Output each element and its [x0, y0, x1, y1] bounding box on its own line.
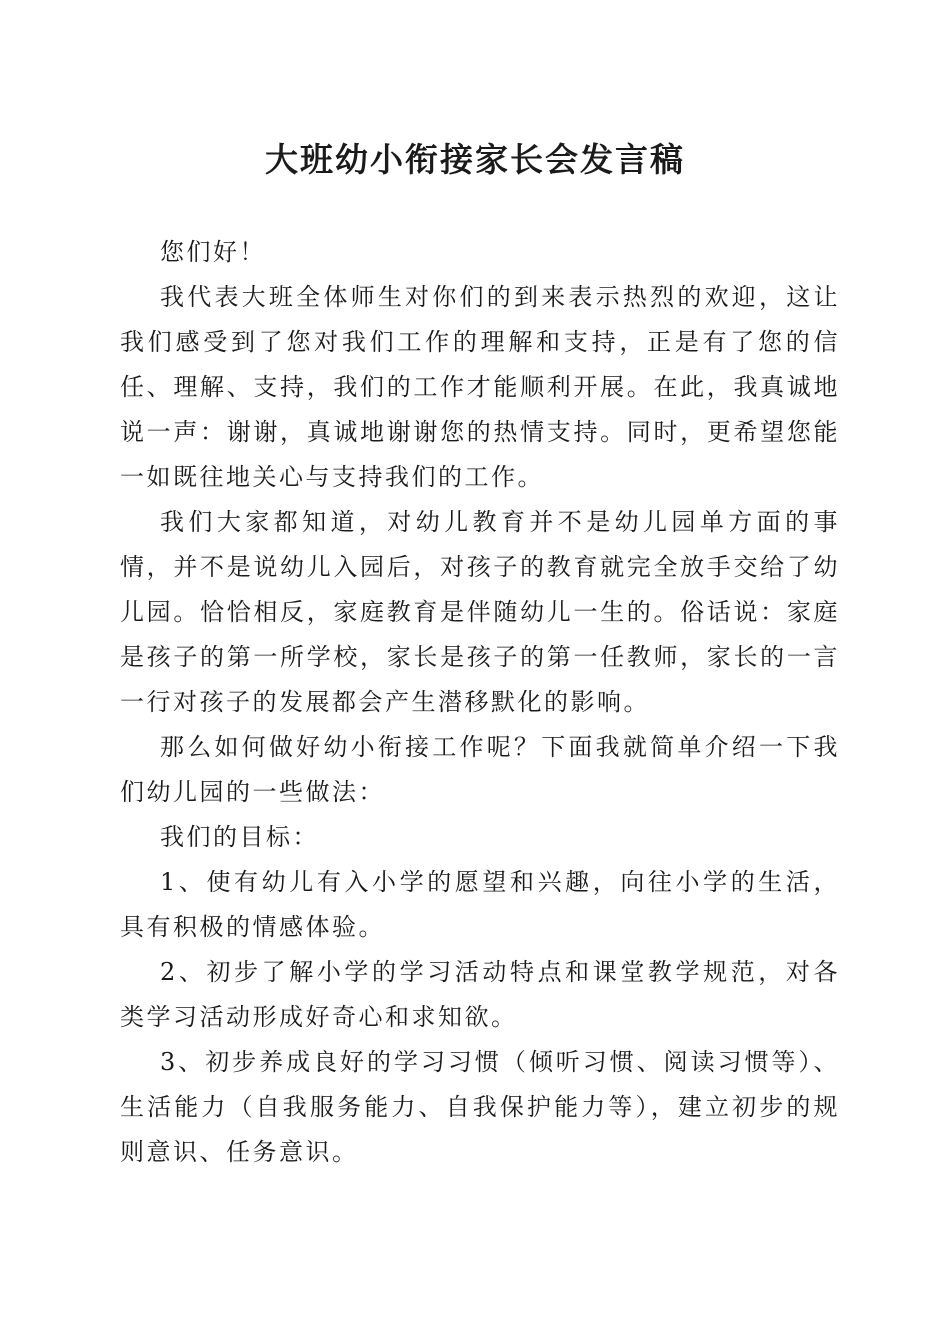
paragraph-goal-3: 3、初步养成良好的学习习惯（倾听习惯、阅读习惯等）、生活能力（自我服务能力、自我保护能力等），建立初步的规则意识、任务意识。: [120, 1048, 840, 1166]
paragraph-goal-1: 1、使有幼儿有入小学的愿望和兴趣，向往小学的生活，具有积极的情感体验。: [120, 868, 840, 941]
paragraph-welcome: 我代表大班全体师生对你们的到来表示热烈的欢迎，这让我们感受到了您对我们工作的理解和支持，正是有了您的信任、理解、支持，我们的工作才能顺利开展。在此，我真诚地说一声：谢谢，真诚地谢谢您的热情支持。同时，更希望您能一如既往地关心与支持我们的工作。: [120, 283, 840, 491]
document-title: 大班幼小衔接家长会发言稿: [265, 140, 685, 179]
paragraph-goals-heading: 我们的目标：: [160, 823, 319, 851]
paragraph-goal-2: 2、初步了解小学的学习活动特点和课堂教学规范，对各类学习活动形成好奇心和求知欲。: [120, 958, 840, 1031]
paragraph-family-education: 我们大家都知道，对幼儿教育并不是幼儿园单方面的事情，并不是说幼儿入园后，对孩子的教育就完全放手交给了幼儿园。恰恰相反，家庭教育是伴随幼儿一生的。俗话说：家庭是孩子的第一所学校，家长是孩子的第一任教师，家长的一言一行对孩子的发展都会产生潜移默化的影响。: [120, 508, 840, 716]
paragraph-transition-intro: 那么如何做好幼小衔接工作呢？下面我就简单介绍一下我们幼儿园的一些做法：: [120, 733, 840, 806]
paragraph-greeting: 您们好！: [160, 238, 266, 266]
document-body: [120, 230, 840, 1175]
